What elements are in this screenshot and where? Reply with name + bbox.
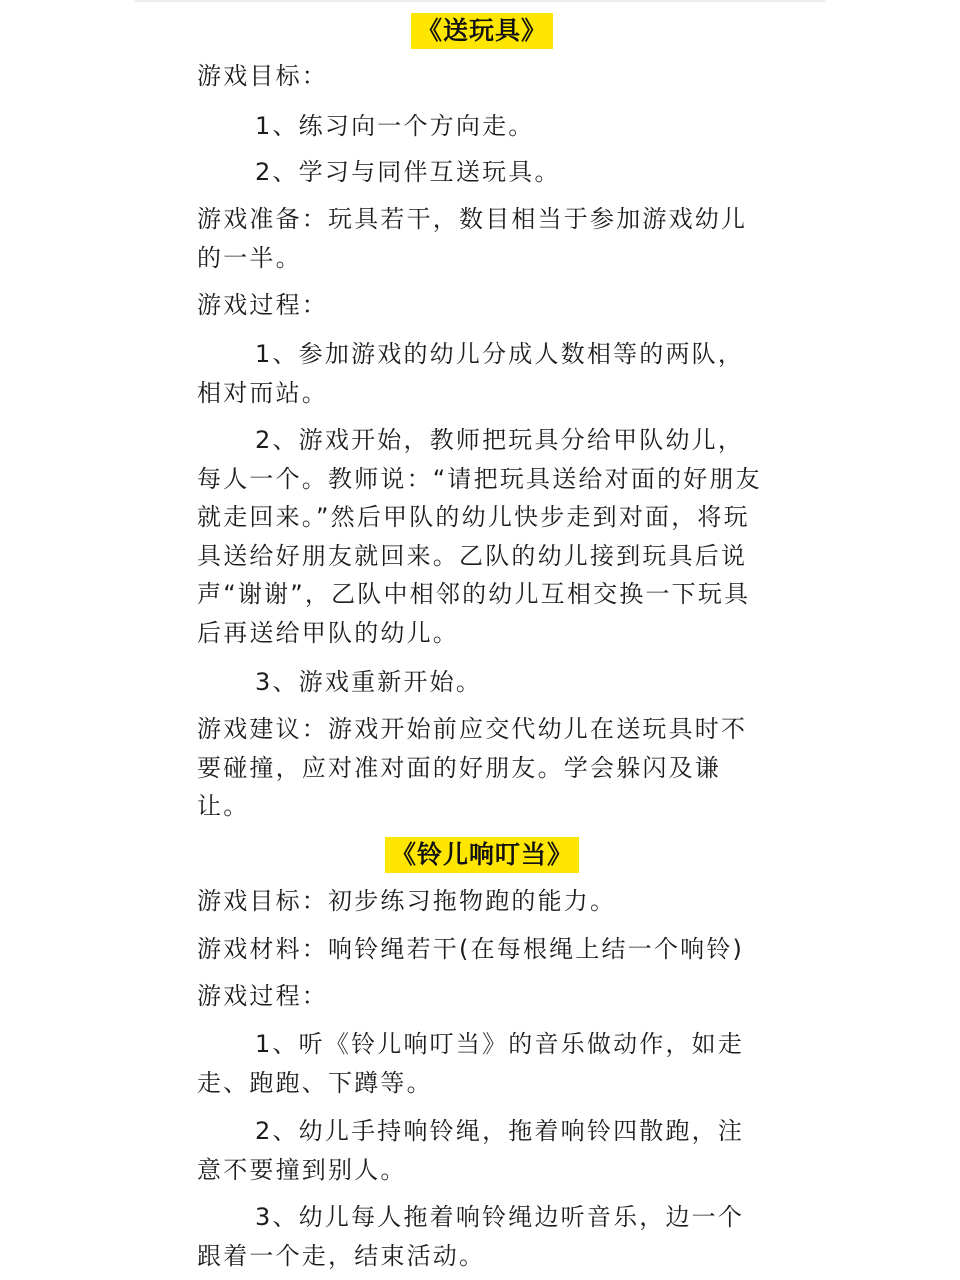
process-step-2: 2、游戏开始，教师把玩具分给甲队幼儿，每人一个。教师说：“请把玩具送给对面的好朋友就走回来。”然后甲队的幼儿快步走到对面，将玩具送给好朋友就回来。乙队的幼儿接到玩具后说声“谢谢”，乙队中相邻的幼儿互相交换一下玩具后再送给甲队的幼儿。 [197, 426, 762, 647]
process-heading: 游戏过程： [197, 291, 328, 319]
top-divider [135, 0, 825, 2]
process-step-3: 3、游戏重新开始。 [255, 668, 483, 696]
preparation-paragraph: 游戏准备：玩具若干，数目相当于参加游戏幼儿的一半。 [197, 205, 748, 272]
section-title-linger: 《铃儿响叮当》 [385, 837, 579, 873]
section-title-wrap [197, 837, 767, 873]
goal-heading: 游戏目标： [197, 62, 328, 90]
process-heading: 游戏过程： [197, 982, 328, 1010]
suggestion-paragraph: 游戏建议：游戏开始前应交代幼儿在送玩具时不要碰撞，应对准对面的好朋友。学会躲闪及谦让。 [197, 715, 748, 820]
materials-paragraph: 游戏材料：响铃绳若干(在每根绳上结一个响铃) [197, 935, 745, 963]
goal-item-2: 2、学习与同伴互送玩具。 [255, 158, 561, 186]
section-title-wrap [197, 13, 767, 49]
process-step-1: 1、听《铃儿响叮当》的音乐做动作，如走走、跑跑、下蹲等。 [197, 1030, 745, 1097]
goal-paragraph: 游戏目标：初步练习拖物跑的能力。 [197, 887, 617, 915]
process-step-3: 3、幼儿每人拖着响铃绳边听音乐，边一个跟着一个走，结束活动。 [197, 1203, 745, 1270]
goal-item-1: 1、练习向一个方向走。 [255, 112, 535, 140]
process-step-2: 2、幼儿手持响铃绳，拖着响铃四散跑，注意不要撞到别人。 [197, 1117, 745, 1184]
section-title-song-wanju: 《送玩具》 [411, 13, 553, 49]
process-step-1: 1、参加游戏的幼儿分成人数相等的两队，相对而站。 [197, 340, 745, 407]
